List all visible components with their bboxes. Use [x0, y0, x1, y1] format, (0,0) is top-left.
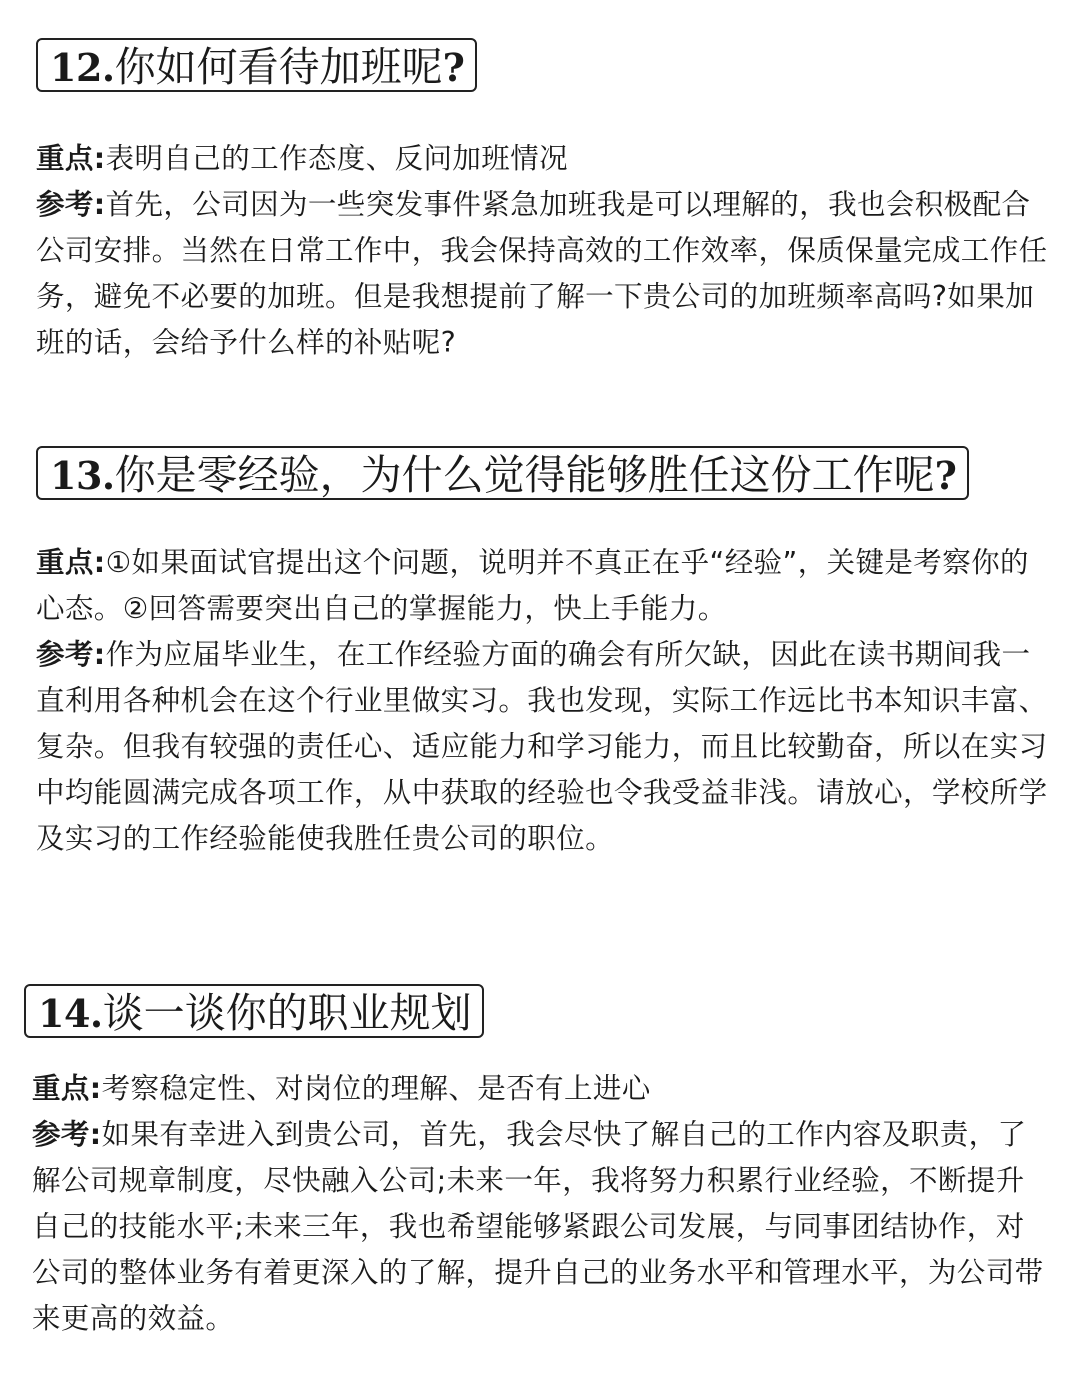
reference-paragraph-12 [36, 182, 1052, 366]
reference-label: 参考: [36, 638, 106, 671]
question-title-12 [36, 38, 477, 92]
question-number: 14. [38, 991, 103, 1036]
focus-text: 考察稳定性、对岗位的理解、是否有上进心 [101, 1072, 651, 1105]
question-title-14 [24, 984, 484, 1038]
focus-label: 重点: [32, 1072, 102, 1105]
reference-label: 参考: [32, 1118, 102, 1151]
question-text: 你是零经验，为什么觉得能够胜任这份工作呢 [114, 451, 935, 499]
reference-paragraph-13 [36, 632, 1052, 862]
reference-label: 参考: [36, 188, 106, 221]
question-text: 你如何看待加班呢 [114, 43, 443, 91]
reference-text: 如果有幸进入到贵公司，首先，我会尽快了解自己的工作内容及职责，了解公司规章制度，尽快融入公司;未来一年，我将努力积累行业经验，不断提升自己的技能水平;未来三年，我也希望能够紧跟公司发展，与同事团结协作，对公司的整体业务有着更深入的了解，提升自己的业务水平和管理水平，为公司带来更高的效益。 [32, 1118, 1044, 1335]
question-number: 12. [50, 45, 115, 90]
reference-text: 作为应届毕业生，在工作经验方面的确会有所欠缺，因此在读书期间我一直利用各种机会在这个行业里做实习。我也发现，实际工作远比书本知识丰富、复杂。但我有较强的责任心、适应能力和学习能力，而且比较勤奋，所以在实习中均能圆满完成各项工作，从中获取的经验也令我受益非浅。请放心，学校所学及实习的工作经验能使我胜任贵公司的职位。 [36, 638, 1048, 855]
focus-paragraph-12 [36, 136, 1052, 182]
focus-text: ①如果面试官提出这个问题，说明并不真正在乎“经验”，关键是考察你的心态。②回答需要突出自己的掌握能力，快上手能力。 [36, 546, 1029, 625]
focus-paragraph-14 [32, 1066, 1048, 1112]
focus-label: 重点: [36, 546, 106, 579]
question-mark: ? [934, 453, 957, 498]
question-number: 13. [50, 453, 115, 498]
question-title-13 [36, 446, 969, 500]
focus-text: 表明自己的工作态度、反问加班情况 [105, 142, 569, 175]
question-text: 谈一谈你的职业规划 [102, 989, 472, 1037]
reference-paragraph-14 [32, 1112, 1048, 1342]
focus-label: 重点: [36, 142, 106, 175]
question-mark: ? [442, 45, 465, 90]
focus-paragraph-13 [36, 540, 1052, 632]
reference-text: 首先，公司因为一些突发事件紧急加班我是可以理解的，我也会积极配合公司安排。当然在日常工作中，我会保持高效的工作效率，保质保量完成工作任务，避免不必要的加班。但是我想提前了解一下贵公司的加班频率高吗?如果加班的话，会给予什么样的补贴呢? [36, 188, 1048, 359]
